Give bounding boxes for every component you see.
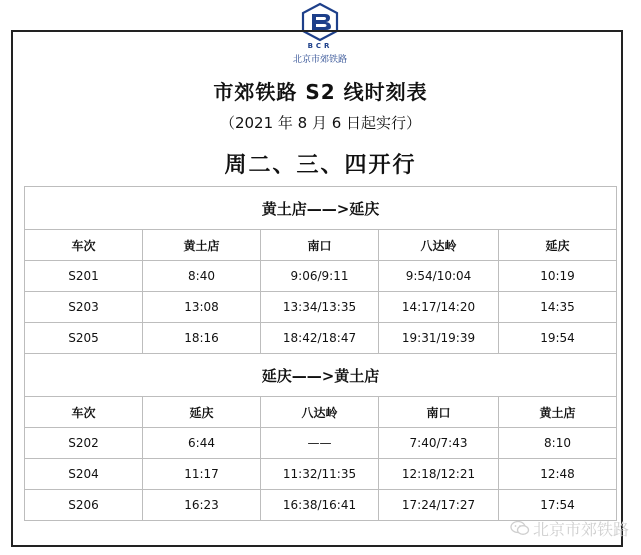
column-header: 八达岭 [261, 397, 379, 428]
time-cell: 8:10 [499, 428, 617, 459]
column-header: 南口 [379, 397, 499, 428]
logo-org-name: 北京市郊铁路 [292, 55, 347, 65]
page-title: 市郊铁路 S2 线时刻表 [213, 80, 428, 104]
table-row [25, 323, 617, 354]
time-cell: 14:17/14:20 [379, 292, 499, 323]
time-cell: 9:54/10:04 [379, 261, 499, 292]
effective-date: （2021 年 8 月 6 日起实行） [219, 114, 422, 132]
time-cell: 17:54 [499, 490, 617, 521]
watermark-text: 北京市郊铁路 [533, 519, 630, 539]
time-cell: 8:40 [143, 261, 261, 292]
direction-label: 延庆——>黄土店 [25, 354, 617, 397]
train-number: S202 [25, 428, 143, 459]
header-row [25, 397, 617, 428]
header-row [25, 230, 617, 261]
table-row [25, 292, 617, 323]
column-header: 车次 [25, 397, 143, 428]
time-cell: 6:44 [143, 428, 261, 459]
time-cell: 11:32/11:35 [261, 459, 379, 490]
table-row [25, 459, 617, 490]
time-cell: 13:34/13:35 [261, 292, 379, 323]
train-number: S204 [25, 459, 143, 490]
time-cell: 13:08 [143, 292, 261, 323]
column-header: 延庆 [143, 397, 261, 428]
time-cell: 18:42/18:47 [261, 323, 379, 354]
train-number: S206 [25, 490, 143, 521]
train-number: S205 [25, 323, 143, 354]
table-row [25, 261, 617, 292]
column-header: 南口 [261, 230, 379, 261]
column-header: 黄土店 [499, 397, 617, 428]
time-cell: 19:54 [499, 323, 617, 354]
column-header: 黄土店 [143, 230, 261, 261]
time-cell: 17:24/17:27 [379, 490, 499, 521]
wechat-icon [510, 520, 530, 536]
time-cell: 11:17 [143, 459, 261, 490]
train-number: S203 [25, 292, 143, 323]
table-row [25, 428, 617, 459]
train-number: S201 [25, 261, 143, 292]
time-cell: 9:06/9:11 [261, 261, 379, 292]
column-header: 车次 [25, 230, 143, 261]
direction-label: 黄土店——>延庆 [25, 187, 617, 230]
time-cell: 19:31/19:39 [379, 323, 499, 354]
direction-row [25, 354, 617, 397]
operating-days: 周二、三、四开行 [224, 153, 417, 178]
time-cell: 18:16 [143, 323, 261, 354]
time-cell: 16:38/16:41 [261, 490, 379, 521]
time-cell: 10:19 [499, 261, 617, 292]
logo-letters: BCR [307, 42, 333, 50]
time-cell: 7:40/7:43 [379, 428, 499, 459]
column-header: 延庆 [499, 230, 617, 261]
time-cell: 12:48 [499, 459, 617, 490]
time-cell: 14:35 [499, 292, 617, 323]
time-cell: 16:23 [143, 490, 261, 521]
direction-row [25, 187, 617, 230]
timetable [24, 186, 617, 521]
wechat-watermark [510, 516, 635, 540]
time-cell: 12:18/12:21 [379, 459, 499, 490]
column-header: 八达岭 [379, 230, 499, 261]
time-cell: —— [261, 428, 379, 459]
